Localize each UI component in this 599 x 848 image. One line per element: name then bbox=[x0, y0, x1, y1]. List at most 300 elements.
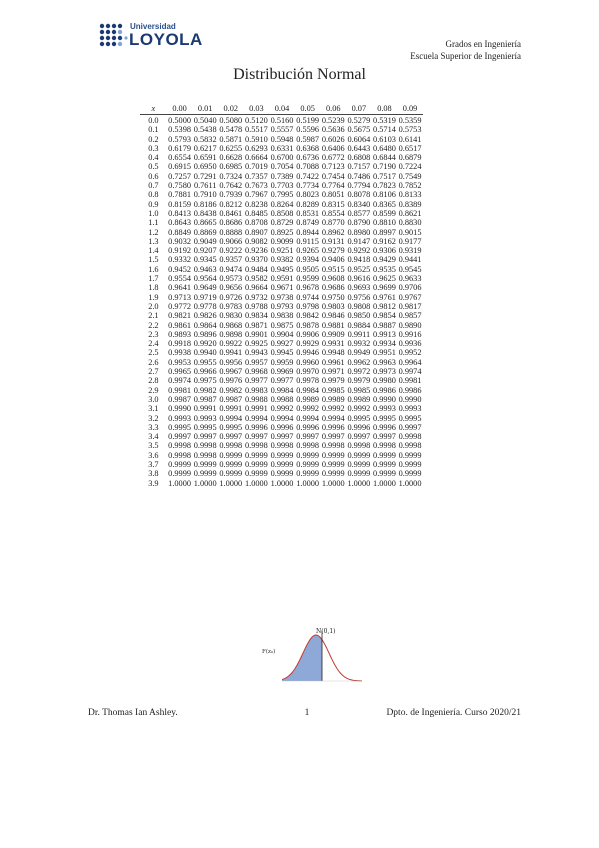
row-x-value: 0.2 bbox=[148, 134, 159, 144]
table-cell: 0.8531 bbox=[296, 208, 320, 218]
table-cell: 0.5636 bbox=[321, 125, 345, 135]
table-cell: 0.9319 bbox=[398, 246, 422, 256]
table-cell: 0.9999 bbox=[321, 450, 345, 460]
row-x-value: 1.0 bbox=[148, 208, 159, 218]
table-row bbox=[140, 237, 423, 246]
row-x-value: 2.7 bbox=[148, 367, 159, 377]
table-cell: 0.9977 bbox=[245, 376, 268, 386]
table-cell: 0.9998 bbox=[270, 441, 294, 451]
table-cell: 0.9744 bbox=[296, 292, 320, 302]
row-x-value: 3.3 bbox=[148, 422, 159, 432]
table-cell: 1.0000 bbox=[373, 478, 396, 488]
table-cell: 0.9994 bbox=[296, 413, 320, 423]
table-row bbox=[140, 386, 423, 395]
table-cell: 0.5675 bbox=[347, 125, 371, 135]
table-cell: 0.9463 bbox=[193, 264, 217, 274]
table-cell: 0.6179 bbox=[168, 143, 191, 153]
table-cell: 1.0000 bbox=[219, 478, 243, 488]
table-cell: 0.9995 bbox=[193, 422, 217, 432]
table-cell: 0.9793 bbox=[270, 301, 294, 311]
table-cell: 0.9881 bbox=[321, 320, 345, 330]
table-cell: 0.7517 bbox=[373, 171, 396, 181]
table-cell: 0.9834 bbox=[245, 311, 268, 321]
table-cell: 0.8925 bbox=[270, 227, 294, 237]
table-cell: 0.9946 bbox=[296, 348, 320, 358]
table-cell: 0.6368 bbox=[296, 143, 320, 153]
row-x-value: 0.5 bbox=[148, 162, 159, 172]
table-row bbox=[140, 348, 423, 357]
table-cell: 0.8413 bbox=[168, 208, 191, 218]
table-cell: 0.9967 bbox=[219, 367, 243, 377]
table-cell: 0.9995 bbox=[168, 422, 191, 432]
table-cell: 0.9996 bbox=[321, 422, 345, 432]
table-cell: 0.9099 bbox=[270, 236, 294, 246]
table-row bbox=[140, 451, 423, 460]
table-cell: 0.9998 bbox=[347, 441, 371, 451]
table-cell: 0.9452 bbox=[168, 264, 191, 274]
table-cell: 0.5871 bbox=[219, 134, 243, 144]
shaded-area bbox=[282, 635, 322, 681]
table-cell: 0.9913 bbox=[373, 329, 396, 339]
table-row bbox=[140, 302, 423, 311]
table-cell: 0.9756 bbox=[347, 292, 371, 302]
table-cell: 0.9812 bbox=[373, 301, 396, 311]
row-x-value: 0.3 bbox=[148, 143, 159, 153]
table-cell: 0.5279 bbox=[347, 116, 371, 125]
table-cell: 0.9934 bbox=[373, 339, 396, 349]
normal-curve-figure bbox=[260, 623, 370, 687]
table-cell: 0.9951 bbox=[373, 348, 396, 358]
table-cell: 0.9943 bbox=[245, 348, 268, 358]
table-cell: 0.9864 bbox=[193, 320, 217, 330]
table-cell: 0.6915 bbox=[168, 162, 191, 172]
table-cell: 0.9974 bbox=[398, 367, 422, 377]
row-x-value: 3.2 bbox=[148, 413, 159, 423]
page-title: Distribución Normal bbox=[233, 66, 366, 83]
table-cell: 0.7823 bbox=[373, 181, 396, 191]
table-cell: 0.9878 bbox=[296, 320, 320, 330]
row-x-value: 1.4 bbox=[148, 246, 159, 256]
table-cell: 0.9999 bbox=[245, 469, 268, 479]
table-cell: 0.8508 bbox=[270, 208, 294, 218]
table-cell: 0.9997 bbox=[347, 432, 371, 442]
table-cell: 0.9986 bbox=[373, 385, 396, 395]
table-cell: 0.8340 bbox=[347, 199, 371, 209]
table-cell: 0.8577 bbox=[347, 208, 371, 218]
table-cell: 0.8962 bbox=[321, 227, 345, 237]
table-cell: 0.9265 bbox=[296, 246, 320, 256]
table-cell: 0.6517 bbox=[398, 143, 422, 153]
table-cell: 0.8643 bbox=[168, 218, 191, 228]
table-cell: 0.8869 bbox=[193, 227, 217, 237]
table-cell: 0.9236 bbox=[245, 246, 268, 256]
table-cell: 0.9842 bbox=[296, 311, 320, 321]
row-x-value: 1.8 bbox=[148, 283, 159, 293]
table-cell: 0.9429 bbox=[373, 255, 396, 265]
table-cell: 0.7054 bbox=[270, 162, 294, 172]
column-header: 0.01 bbox=[192, 103, 218, 115]
table-cell: 0.9656 bbox=[219, 283, 243, 293]
table-cell: 0.9961 bbox=[321, 357, 345, 367]
logo-dots-icon bbox=[96, 20, 128, 52]
table-cell: 0.9525 bbox=[347, 264, 371, 274]
row-x-value: 3.4 bbox=[148, 432, 159, 442]
table-cell: 0.9999 bbox=[245, 450, 268, 460]
table-cell: 0.6026 bbox=[321, 134, 345, 144]
table-cell: 0.9147 bbox=[347, 236, 371, 246]
table-cell: 0.9854 bbox=[373, 311, 396, 321]
table-cell: 0.9332 bbox=[168, 255, 191, 265]
table-cell: 0.8264 bbox=[270, 199, 294, 209]
table-cell: 1.0000 bbox=[296, 478, 320, 488]
table-cell: 0.8159 bbox=[168, 199, 191, 209]
table-cell: 0.8907 bbox=[245, 227, 268, 237]
table-row bbox=[140, 255, 423, 264]
table-cell: 0.9986 bbox=[398, 385, 422, 395]
table-cell: 0.9997 bbox=[219, 432, 243, 442]
table-cell: 0.9192 bbox=[168, 246, 191, 256]
table-row bbox=[140, 395, 423, 404]
table-cell: 0.9896 bbox=[193, 329, 217, 339]
table-cell: 0.7764 bbox=[321, 181, 345, 191]
table-cell: 0.8186 bbox=[193, 199, 217, 209]
table-cell: 0.7224 bbox=[398, 162, 422, 172]
table-cell: 0.5000 bbox=[168, 116, 191, 125]
table-cell: 0.9998 bbox=[168, 450, 191, 460]
table-cell: 0.9973 bbox=[373, 367, 396, 377]
table-cell: 0.9222 bbox=[219, 246, 243, 256]
table-cell: 0.9996 bbox=[245, 422, 268, 432]
table-row bbox=[140, 460, 423, 469]
table-cell: 1.0000 bbox=[245, 478, 268, 488]
table-cell: 0.9633 bbox=[398, 274, 422, 284]
table-cell: 1.0000 bbox=[168, 478, 191, 488]
table-cell: 0.9868 bbox=[219, 320, 243, 330]
table-cell: 1.0000 bbox=[321, 478, 345, 488]
table-cell: 0.9953 bbox=[168, 357, 191, 367]
table-row bbox=[140, 423, 423, 432]
table-cell: 0.5714 bbox=[373, 125, 396, 135]
table-cell: 0.9808 bbox=[347, 301, 371, 311]
table-cell: 0.5160 bbox=[270, 116, 294, 125]
table-cell: 0.8665 bbox=[193, 218, 217, 228]
row-x-value: 3.8 bbox=[148, 469, 159, 479]
table-cell: 0.9948 bbox=[321, 348, 345, 358]
table-cell: 0.5557 bbox=[270, 125, 294, 135]
table-row bbox=[140, 293, 423, 302]
table-cell: 1.0000 bbox=[347, 478, 371, 488]
row-x-value: 3.0 bbox=[148, 394, 159, 404]
table-cell: 0.7088 bbox=[296, 162, 320, 172]
table-cell: 0.9997 bbox=[398, 422, 422, 432]
table-cell: 0.9956 bbox=[219, 357, 243, 367]
table-cell: 0.9994 bbox=[219, 413, 243, 423]
row-x-value: 2.1 bbox=[148, 311, 159, 321]
table-cell: 0.8554 bbox=[321, 208, 345, 218]
table-row bbox=[140, 153, 423, 162]
table-row bbox=[140, 358, 423, 367]
table-cell: 0.8365 bbox=[373, 199, 396, 209]
table-cell: 0.7190 bbox=[373, 162, 396, 172]
table-cell: 0.7389 bbox=[270, 171, 294, 181]
table-cell: 0.9959 bbox=[270, 357, 294, 367]
table-cell: 0.9981 bbox=[168, 385, 191, 395]
table-cell: 0.9599 bbox=[296, 274, 320, 284]
table-cell: 0.9989 bbox=[321, 394, 345, 404]
table-row bbox=[140, 441, 423, 450]
table-cell: 0.9918 bbox=[168, 339, 191, 349]
row-x-value: 1.9 bbox=[148, 292, 159, 302]
table-cell: 0.8133 bbox=[398, 190, 422, 200]
table-cell: 0.5040 bbox=[193, 116, 217, 125]
table-cell: 0.9625 bbox=[373, 274, 396, 284]
table-cell: 0.7257 bbox=[168, 171, 191, 181]
table-cell: 0.9846 bbox=[321, 311, 345, 321]
table-cell: 0.8980 bbox=[347, 227, 371, 237]
table-cell: 0.9996 bbox=[296, 422, 320, 432]
table-cell: 0.6736 bbox=[296, 153, 320, 163]
table-cell: 0.9394 bbox=[296, 255, 320, 265]
table-cell: 0.9706 bbox=[398, 283, 422, 293]
table-cell: 0.7580 bbox=[168, 181, 191, 191]
table-cell: 0.7881 bbox=[168, 190, 191, 200]
table-cell: 0.9985 bbox=[347, 385, 371, 395]
table-cell: 0.9279 bbox=[321, 246, 345, 256]
table-row bbox=[140, 115, 423, 126]
table-cell: 0.9999 bbox=[168, 459, 191, 469]
table-cell: 0.9992 bbox=[296, 404, 320, 414]
table-cell: 0.7123 bbox=[321, 162, 345, 172]
table-cell: 0.9990 bbox=[168, 404, 191, 414]
table-cell: 0.8770 bbox=[321, 218, 345, 228]
row-x-value: 0.9 bbox=[148, 199, 159, 209]
table-cell: 0.9357 bbox=[219, 255, 243, 265]
row-x-value: 1.2 bbox=[148, 227, 159, 237]
table-cell: 0.6480 bbox=[373, 143, 396, 153]
table-cell: 0.9975 bbox=[193, 376, 217, 386]
table-cell: 0.9998 bbox=[373, 441, 396, 451]
table-cell: 0.9999 bbox=[373, 469, 396, 479]
table-cell: 0.7995 bbox=[270, 190, 294, 200]
curve-label: N(0,1) bbox=[316, 628, 336, 635]
table-row bbox=[140, 469, 423, 478]
table-cell: 0.8106 bbox=[373, 190, 396, 200]
table-row bbox=[140, 432, 423, 441]
table-cell: 0.9995 bbox=[398, 413, 422, 423]
table-row bbox=[140, 135, 423, 144]
column-header: 0.09 bbox=[397, 103, 423, 115]
column-header: 0.05 bbox=[295, 103, 321, 115]
table-cell: 0.9861 bbox=[168, 320, 191, 330]
table-cell: 0.9997 bbox=[193, 432, 217, 442]
table-cell: 0.5948 bbox=[270, 134, 294, 144]
table-cell: 0.9945 bbox=[270, 348, 294, 358]
table-row bbox=[140, 265, 423, 274]
table-cell: 0.9991 bbox=[193, 404, 217, 414]
table-row bbox=[140, 367, 423, 376]
table-cell: 0.9999 bbox=[321, 459, 345, 469]
table-cell: 0.9995 bbox=[347, 413, 371, 423]
table-row bbox=[140, 125, 423, 134]
table-cell: 0.9901 bbox=[245, 329, 268, 339]
table-cell: 0.9993 bbox=[168, 413, 191, 423]
table-cell: 0.8599 bbox=[373, 208, 396, 218]
table-cell: 0.9940 bbox=[193, 348, 217, 358]
table-cell: 0.9990 bbox=[398, 394, 422, 404]
table-cell: 0.9968 bbox=[245, 367, 268, 377]
table-cell: 0.9998 bbox=[321, 441, 345, 451]
table-cell: 0.7486 bbox=[347, 171, 371, 181]
table-cell: 0.6141 bbox=[398, 134, 422, 144]
table-cell: 0.6103 bbox=[373, 134, 396, 144]
table-row bbox=[140, 414, 423, 423]
table-cell: 0.9941 bbox=[219, 348, 243, 358]
row-x-value: 3.5 bbox=[148, 441, 159, 451]
table-cell: 0.9826 bbox=[193, 311, 217, 321]
table-row bbox=[140, 376, 423, 385]
table-cell: 0.9969 bbox=[270, 367, 294, 377]
table-cell: 0.9495 bbox=[270, 264, 294, 274]
column-header: 0.02 bbox=[218, 103, 244, 115]
row-x-value: 2.6 bbox=[148, 357, 159, 367]
table-cell: 0.9976 bbox=[219, 376, 243, 386]
table-cell: 0.9515 bbox=[321, 264, 345, 274]
table-cell: 0.9678 bbox=[296, 283, 320, 293]
table-cell: 0.9830 bbox=[219, 311, 243, 321]
table-cell: 0.6664 bbox=[245, 153, 268, 163]
table-cell: 0.9817 bbox=[398, 301, 422, 311]
table-cell: 0.7324 bbox=[219, 171, 243, 181]
table-cell: 0.7967 bbox=[245, 190, 268, 200]
table-cell: 0.6985 bbox=[219, 162, 243, 172]
row-x-value: 2.0 bbox=[148, 301, 159, 311]
table-cell: 0.9778 bbox=[193, 301, 217, 311]
table-row bbox=[140, 330, 423, 339]
table-cell: 0.9994 bbox=[245, 413, 268, 423]
row-x-value: 1.6 bbox=[148, 264, 159, 274]
table-cell: 0.9998 bbox=[168, 441, 191, 451]
table-cell: 0.9887 bbox=[373, 320, 396, 330]
table-cell: 0.9535 bbox=[373, 264, 396, 274]
table-cell: 0.9999 bbox=[398, 469, 422, 479]
table-cell: 0.9999 bbox=[193, 459, 217, 469]
column-header: 0.04 bbox=[269, 103, 295, 115]
table-cell: 0.9875 bbox=[270, 320, 294, 330]
footer-department: Dpto. de Ingeniería. Curso 2020/21 bbox=[386, 708, 521, 718]
table-cell: 0.8461 bbox=[219, 208, 243, 218]
table-row bbox=[140, 404, 423, 413]
header-info bbox=[410, 38, 521, 62]
table-cell: 0.9988 bbox=[270, 394, 294, 404]
table-cell: 0.9115 bbox=[296, 236, 319, 246]
table-cell: 0.7019 bbox=[245, 162, 268, 172]
table-cell: 0.5832 bbox=[193, 134, 217, 144]
table-cell: 0.9649 bbox=[193, 283, 217, 293]
table-cell: 0.9982 bbox=[219, 385, 243, 395]
table-row bbox=[140, 200, 423, 209]
table-cell: 0.9965 bbox=[168, 367, 191, 377]
table-cell: 0.8888 bbox=[219, 227, 243, 237]
table-cell: 0.9893 bbox=[168, 329, 191, 339]
table-cell: 0.9999 bbox=[347, 459, 371, 469]
table-cell: 0.9664 bbox=[245, 283, 268, 293]
table-cell: 0.9955 bbox=[193, 357, 217, 367]
row-x-value: 0.7 bbox=[148, 181, 159, 191]
table-cell: 0.9974 bbox=[168, 376, 191, 386]
row-x-value: 2.5 bbox=[148, 348, 159, 358]
column-header: 0.03 bbox=[244, 103, 270, 115]
row-x-value: 2.9 bbox=[148, 385, 159, 395]
table-cell: 0.6879 bbox=[398, 153, 422, 163]
area-label: F(z₀) bbox=[262, 649, 276, 655]
table-row bbox=[140, 274, 423, 283]
table-cell: 0.5398 bbox=[168, 125, 191, 135]
table-cell: 0.5359 bbox=[398, 116, 422, 125]
table-cell: 0.9979 bbox=[347, 376, 371, 386]
table-cell: 0.9251 bbox=[270, 246, 294, 256]
table-cell: 0.9998 bbox=[296, 441, 320, 451]
table-cell: 0.9370 bbox=[245, 255, 268, 265]
table-cell: 0.6293 bbox=[245, 143, 268, 153]
table-cell: 0.7939 bbox=[219, 190, 243, 200]
table-cell: 0.9582 bbox=[245, 274, 268, 284]
table-cell: 0.5120 bbox=[245, 116, 268, 125]
table-cell: 0.9932 bbox=[347, 339, 371, 349]
table-cell: 0.9998 bbox=[193, 450, 217, 460]
table-row bbox=[140, 479, 423, 488]
table-cell: 0.9983 bbox=[245, 385, 268, 395]
table-cell: 0.7852 bbox=[398, 181, 422, 191]
row-x-value: 2.4 bbox=[148, 339, 159, 349]
row-x-value: 2.8 bbox=[148, 376, 159, 386]
table-cell: 0.8485 bbox=[245, 208, 268, 218]
table-cell: 0.9803 bbox=[321, 301, 345, 311]
table-cell: 0.9049 bbox=[193, 236, 217, 246]
table-cell: 0.9999 bbox=[373, 459, 396, 469]
column-header: 0.00 bbox=[167, 103, 193, 115]
table-row bbox=[140, 162, 423, 171]
table-cell: 0.9999 bbox=[219, 459, 243, 469]
table-cell: 0.9929 bbox=[296, 339, 320, 349]
table-cell: 0.8749 bbox=[296, 218, 320, 228]
table-cell: 0.9931 bbox=[321, 339, 345, 349]
table-cell: 0.8023 bbox=[296, 190, 320, 200]
table-row bbox=[140, 283, 423, 292]
row-x-value: 0.0 bbox=[148, 116, 159, 125]
table-cell: 0.7157 bbox=[347, 162, 371, 172]
table-cell: 0.9999 bbox=[347, 450, 371, 460]
table-cell: 0.9732 bbox=[245, 292, 268, 302]
column-header: 0.07 bbox=[346, 103, 372, 115]
table-cell: 0.9998 bbox=[245, 441, 268, 451]
table-cell: 0.6406 bbox=[321, 143, 345, 153]
table-cell: 0.7611 bbox=[193, 181, 217, 191]
table-cell: 0.9545 bbox=[398, 264, 422, 274]
table-cell: 0.9994 bbox=[321, 413, 345, 423]
table-cell: 0.9992 bbox=[347, 404, 371, 414]
table-cell: 0.9999 bbox=[373, 450, 396, 460]
table-cell: 0.6554 bbox=[168, 153, 191, 163]
table-cell: 0.9957 bbox=[245, 357, 268, 367]
table-row bbox=[140, 144, 423, 153]
row-x-value: 3.6 bbox=[148, 450, 159, 460]
table-cell: 0.7454 bbox=[321, 171, 345, 181]
logo-university-text: Universidad bbox=[130, 22, 176, 31]
table-cell: 0.9999 bbox=[168, 469, 191, 479]
table-cell: 0.9032 bbox=[168, 236, 191, 246]
table-cell: 0.7734 bbox=[296, 181, 320, 191]
table-cell: 0.9162 bbox=[373, 236, 396, 246]
